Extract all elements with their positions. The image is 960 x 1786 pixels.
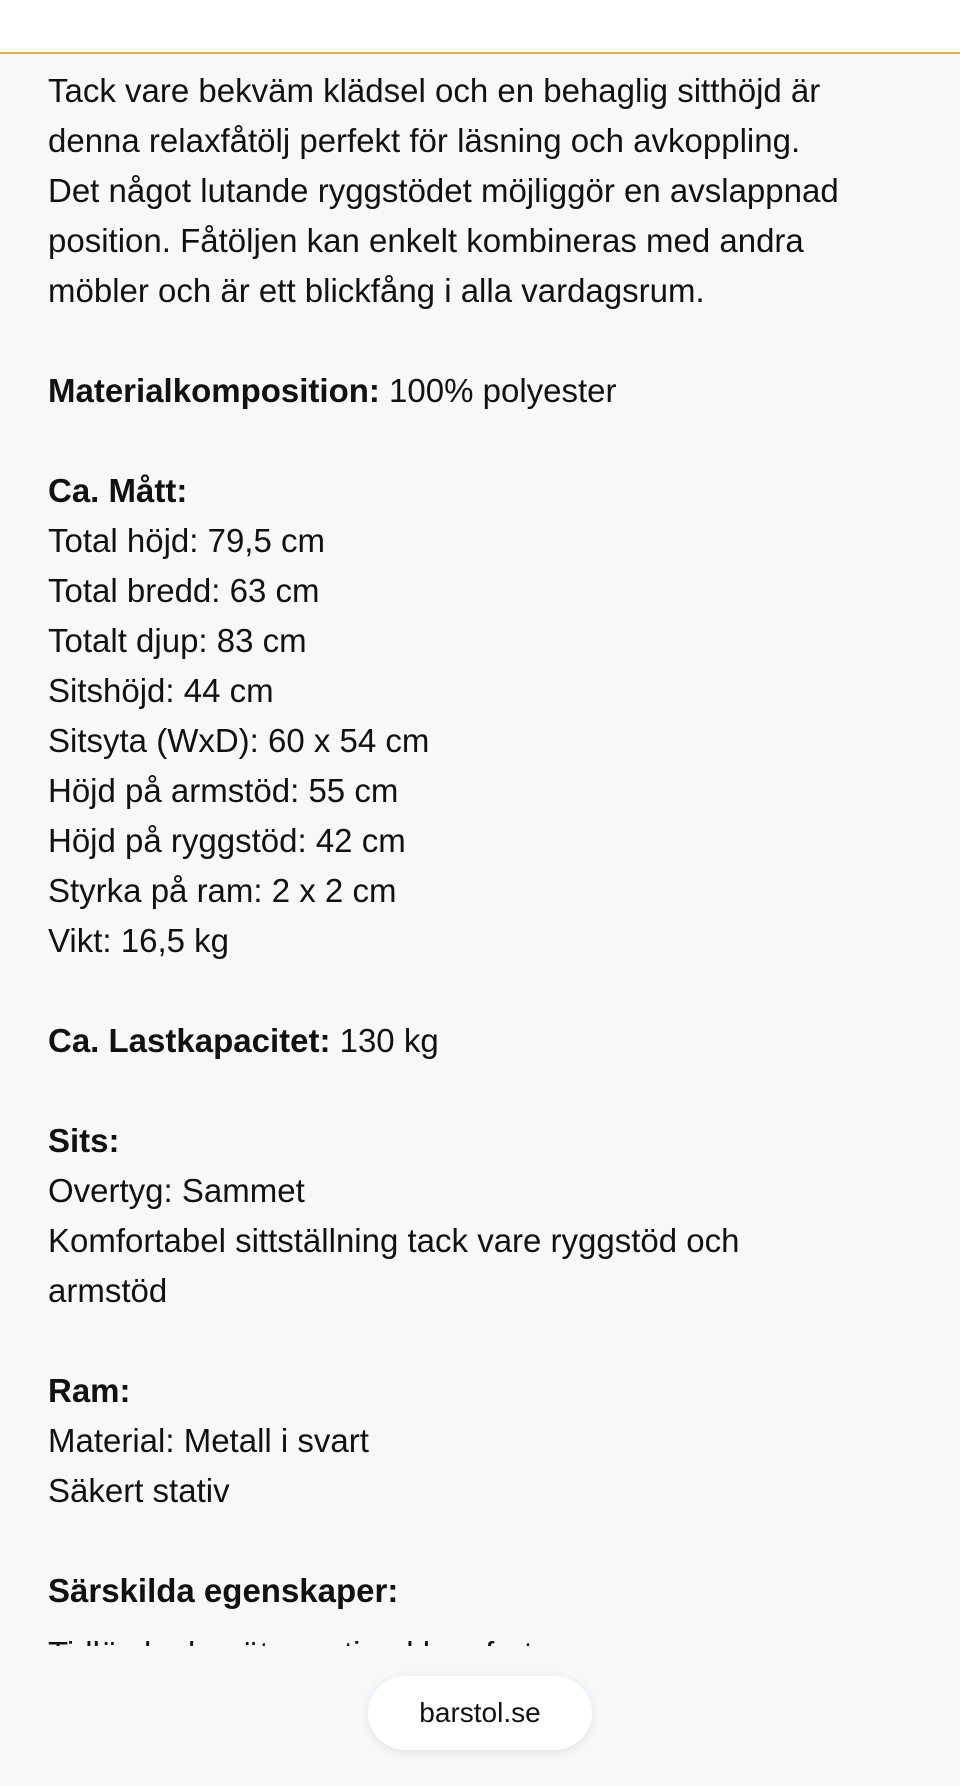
- dimension-item: Vikt: 16,5 kg: [48, 922, 230, 959]
- dimension-item: Sitsyta (WxD): 60 x 54 cm: [48, 722, 430, 759]
- intro-line: denna relaxfåtölj perfekt för läsning och avkoppling.: [48, 122, 801, 159]
- material-value: 100% polyester: [379, 372, 617, 409]
- seat-item: Komfortabel sittställning tack vare ryggstöd och: [48, 1222, 740, 1259]
- url-text: barstol.se: [419, 1697, 541, 1728]
- dimension-item: Höjd på ryggstöd: 42 cm: [48, 822, 406, 859]
- dimension-item: Styrka på ram: 2 x 2 cm: [48, 872, 397, 909]
- frame-item: Material: Metall i svart: [48, 1422, 369, 1459]
- frame-section: [48, 1366, 918, 1516]
- dimensions-section: [48, 466, 918, 966]
- dimension-item: Total bredd: 63 cm: [48, 572, 320, 609]
- intro-line: Det något lutande ryggstödet möjliggör en avslappnad: [48, 172, 839, 209]
- dimension-item: Höjd på armstöd: 55 cm: [48, 772, 399, 809]
- dimensions-heading: Ca. Mått:: [48, 472, 188, 509]
- load-capacity-section: [48, 1016, 918, 1066]
- features-section: [48, 1566, 918, 1616]
- intro-paragraph: [48, 66, 918, 316]
- dimension-item: Sitshöjd: 44 cm: [48, 672, 274, 709]
- material-section: [48, 366, 918, 416]
- intro-line: position. Fåtöljen kan enkelt kombineras med andra: [48, 222, 804, 259]
- load-capacity-value: 130 kg: [330, 1022, 439, 1059]
- dimension-item: Total höjd: 79,5 cm: [48, 522, 325, 559]
- seat-heading: Sits:: [48, 1122, 120, 1159]
- top-header-bar: [0, 0, 960, 54]
- seat-item: armstöd: [48, 1272, 168, 1309]
- material-label: Materialkomposition:: [48, 372, 380, 409]
- frame-heading: Ram:: [48, 1372, 131, 1409]
- load-capacity-label: Ca. Lastkapacitet:: [48, 1022, 331, 1059]
- features-heading: Särskilda egenskaper:: [48, 1572, 399, 1609]
- seat-item: Overtyg: Sammet: [48, 1172, 305, 1209]
- intro-line: Tack vare bekväm klädsel och en behaglig sitthöjd är: [48, 72, 821, 109]
- dimension-item: Totalt djup: 83 cm: [48, 622, 307, 659]
- intro-line: möbler och är ett blickfång i alla vardagsrum.: [48, 272, 705, 309]
- features-cut-line: [48, 1632, 918, 1646]
- seat-section: [48, 1116, 918, 1316]
- browser-url-pill[interactable]: [368, 1676, 592, 1750]
- product-description: [48, 66, 918, 1616]
- frame-item: Säkert stativ: [48, 1472, 230, 1509]
